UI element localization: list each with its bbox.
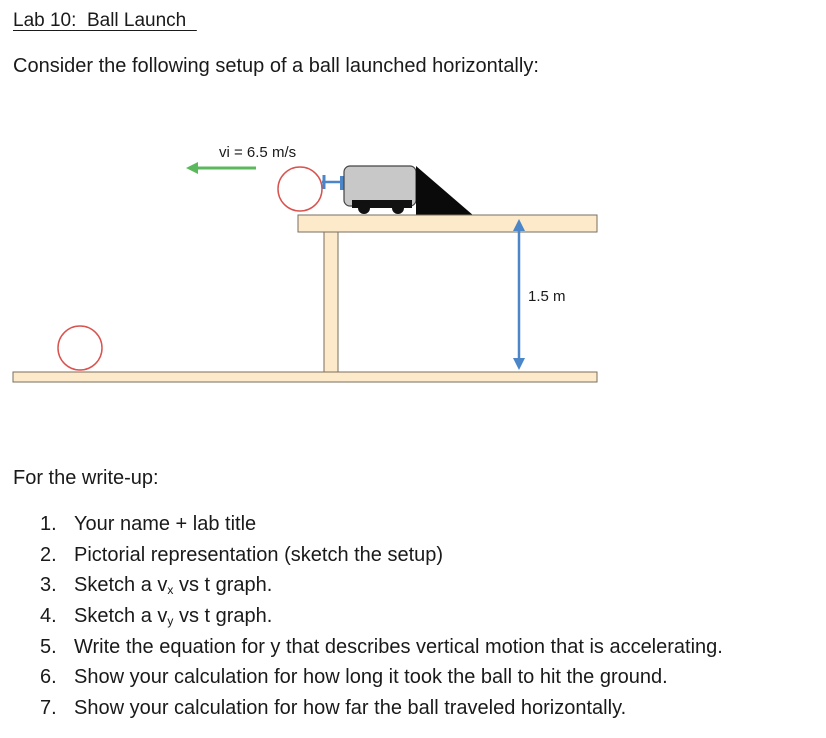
- list-number: 4.: [40, 605, 57, 628]
- height-measure-arrow: [513, 219, 525, 370]
- list-item: [40, 664, 723, 695]
- landed-ball: [58, 326, 102, 370]
- list-item: [40, 511, 723, 542]
- list-text: Your name + lab title: [74, 513, 257, 535]
- list-item: [40, 634, 723, 665]
- list-item: [40, 695, 723, 726]
- intro-text: Consider the following setup of a ball launched horizontally:: [13, 55, 539, 77]
- list-item: [40, 542, 723, 573]
- list-number: 7.: [40, 697, 57, 720]
- list-text-end: vs t graph.: [173, 574, 273, 597]
- vx-subscript: x: [167, 583, 174, 598]
- velocity-label: vi = 6.5 m/s: [219, 144, 297, 161]
- launcher-cart: [344, 166, 416, 214]
- page-title: Lab 10: Ball Launch: [13, 10, 197, 31]
- wedge-stopper: [416, 166, 474, 216]
- writeup-list: [40, 511, 723, 726]
- vy-subscript: y: [167, 614, 174, 629]
- writeup-heading: For the write-up:: [13, 467, 159, 489]
- table-leg: [324, 232, 338, 372]
- tabletop: [298, 215, 597, 232]
- velocity-arrow: [186, 162, 256, 174]
- list-text: Sketch a v: [74, 574, 168, 597]
- list-text-end: vs t graph.: [173, 605, 273, 628]
- list-item: [40, 603, 723, 634]
- list-text: Show your calculation for how far the ball traveled horizontally.: [74, 697, 627, 720]
- list-number: 3.: [40, 574, 57, 597]
- list-text: Write the equation for y that describes vertical motion that is accelerating.: [74, 635, 723, 658]
- list-number: 6.: [40, 666, 57, 689]
- list-text: Sketch a v: [74, 605, 168, 628]
- cart-plunger: [322, 175, 346, 190]
- ground: [13, 372, 597, 382]
- list-number: 2.: [40, 543, 57, 566]
- list-item: [40, 572, 723, 603]
- height-label: 1.5 m: [528, 288, 566, 305]
- list-text: Show your calculation for how long it took the ball to hit the ground.: [74, 666, 668, 689]
- launch-ball: [278, 167, 322, 211]
- list-number: 1.: [40, 513, 57, 535]
- list-number: 5.: [40, 635, 57, 658]
- ball-launch-diagram: [0, 120, 826, 390]
- list-text: Pictorial representation (sketch the setup): [74, 543, 444, 566]
